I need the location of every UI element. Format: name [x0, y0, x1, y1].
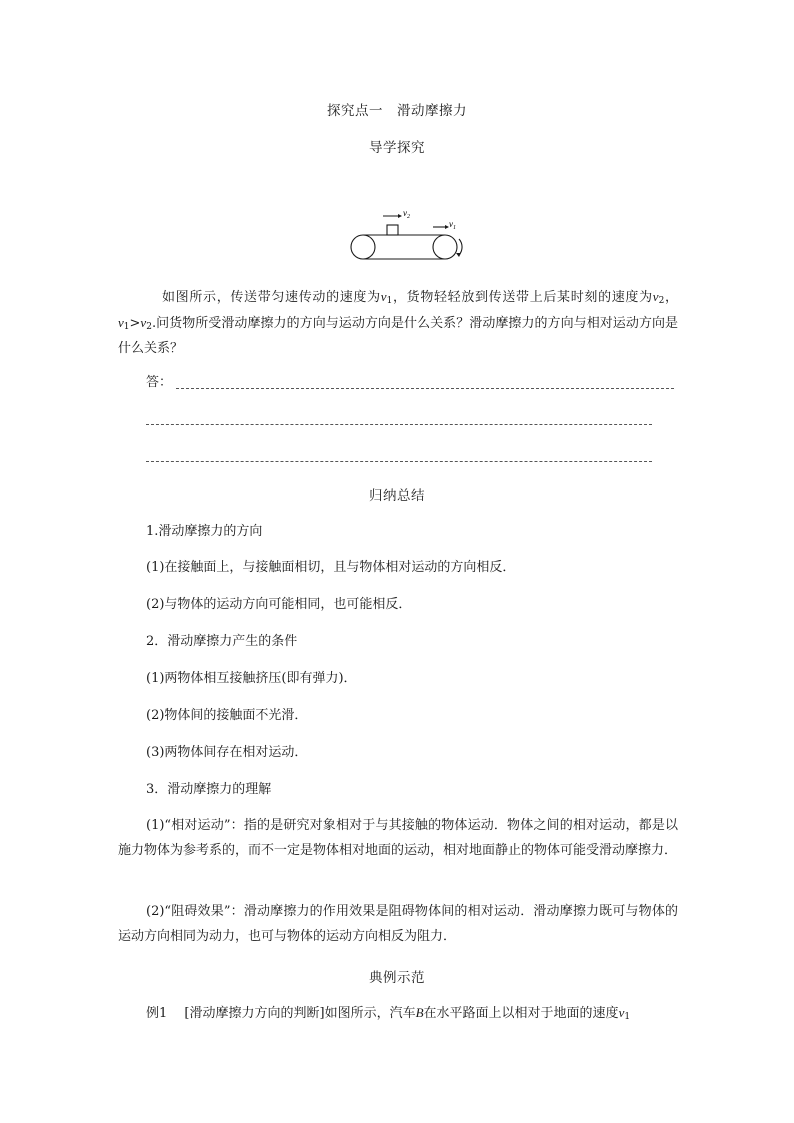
v2-label: $v_2$ [403, 208, 410, 220]
summary-item: (1)两物体相互接触挤压(即有弹力)． [146, 671, 357, 686]
answer-line-3[interactable] [146, 461, 652, 462]
answer-line-2[interactable] [146, 424, 652, 425]
question-paragraph: 如图所示，传送带匀速传动的速度为$v_1$，货物轻轻放到传送带上后某时刻的速度为$v_2$，$v_1>v_2$.问货物所受滑动摩擦力的方向与运动方向是什么关系？滑动摩擦力的方向与相对运动方向是什么关系？ [118, 289, 678, 356]
summary-item: (2)与物体的运动方向可能相同，也可能相反． [146, 597, 412, 612]
summary-section-1-title: 1.滑动摩擦力的方向 [146, 524, 263, 539]
example-heading: 典例示范 [369, 970, 425, 986]
conveyor-belt-figure [345, 205, 475, 267]
v1-label: $v_1$ [449, 219, 456, 231]
summary-heading: 归纳总结 [369, 488, 425, 504]
relative-motion-paragraph: (1)“相对运动”：指的是研究对象相对于与其接触的物体运动．物体之间的相对运动，都是以施力物体为参考系的，而不一定是物体相对地面的运动，相对地面静止的物体可能受滑动摩擦力． [118, 818, 678, 858]
summary-section-2-title: 2．滑动摩擦力产生的条件 [146, 634, 298, 649]
guide-heading: 导学探究 [369, 140, 425, 156]
answer-label: 答： [146, 375, 173, 390]
cargo-box [387, 225, 398, 235]
summary-item: (3)两物体间存在相对运动． [146, 745, 308, 760]
answer-line-1[interactable] [176, 388, 674, 389]
section-heading: 探究点一 滑动摩擦力 [327, 103, 467, 119]
summary-section-3-title: 3．滑动摩擦力的理解 [146, 782, 272, 797]
example-1-text: 例1 [滑动摩擦力方向的判断]如图所示，汽车B在水平路面上以相对于地面的速度$v_1$ [146, 1005, 631, 1022]
summary-item: (1)在接触面上，与接触面相切，且与物体相对运动的方向相反． [146, 560, 516, 575]
left-pulley [351, 235, 375, 259]
right-pulley [433, 235, 457, 259]
summary-item: (2)物体间的接触面不光滑． [146, 708, 308, 723]
hindering-effect-paragraph: (2)“阻碍效果”：滑动摩擦力的作用效果是阻碍物体间的相对运动．滑动摩擦力既可与物体的运动方向相同为动力，也可与物体的运动方向相反为阻力． [118, 904, 678, 944]
